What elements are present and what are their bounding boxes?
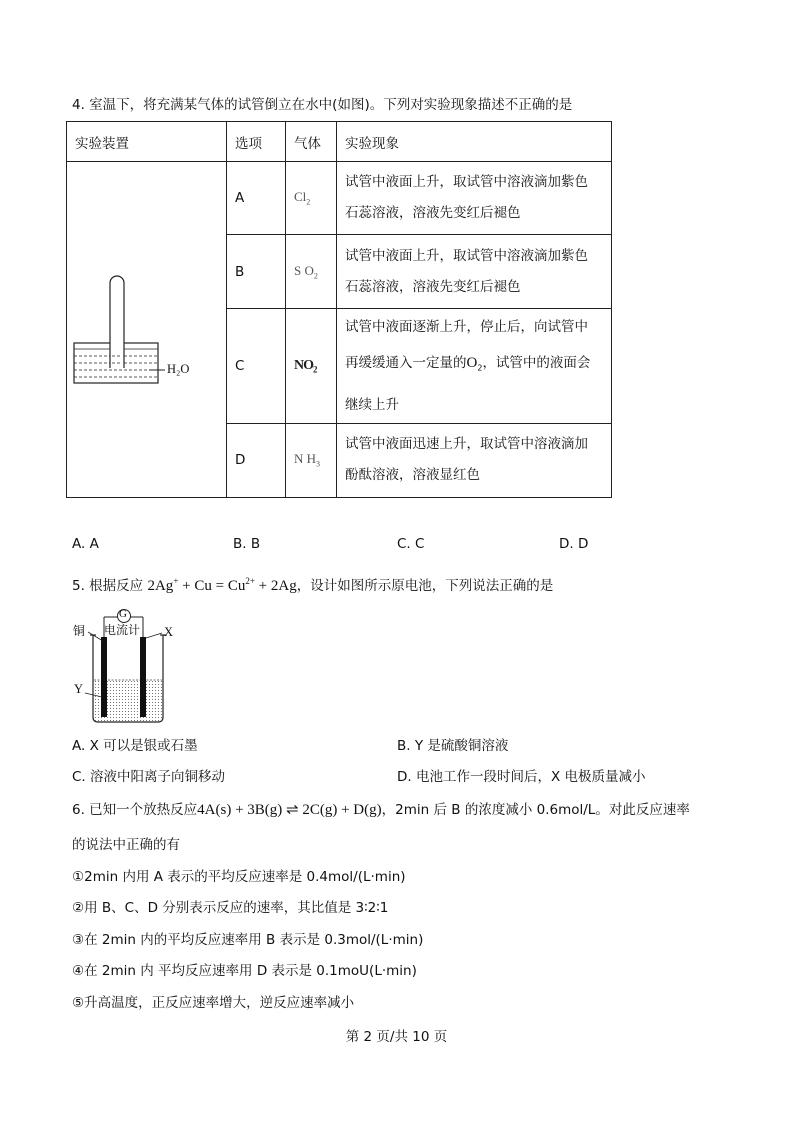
- q6-item-3: ③在 2min 内的平均反应速率用 B 表示是 0.3mol/(L·min): [72, 932, 424, 948]
- phenomenon-d: 试管中液面迅速上升，取试管中溶液滴加 酚酞溶液，溶液显红色: [337, 423, 612, 497]
- q4-choice-d: D. D: [559, 536, 589, 552]
- header-option: 选项: [227, 122, 286, 162]
- q5-choice-a: A. X 可以是银或石墨: [72, 738, 198, 754]
- q6-stem: 6. 已知一个放热反应4A(s) + 3B(g) ⇌ 2C(g) + D(g)，2min 后 B 的浓度减小 0.6mol/L。对此反应速率: [72, 802, 690, 818]
- galvanometer-label: 电流计: [104, 623, 141, 637]
- q4-choice-b: B. B: [233, 536, 261, 552]
- header-gas: 气体: [286, 122, 337, 162]
- q5-equation: $2Ag^+ + Cu = Cu^{2+} + 2Ag$: [147, 576, 297, 594]
- q4-choice-a: A. A: [72, 536, 99, 552]
- option-c: C: [227, 309, 286, 424]
- q4-experiment-table: [66, 121, 612, 498]
- q6-item-5: ⑤升高温度，正反应速率增大，逆反应速率减小: [72, 995, 355, 1011]
- option-b: B: [227, 235, 286, 309]
- q4-stem: 4. 室温下，将充满某气体的试管倒立在水中(如图)。下列对实验现象描述不正确的是: [72, 97, 573, 113]
- inverted-test-tube-diagram: [67, 163, 226, 496]
- q6-item-4: ④在 2min 内 平均反应速率用 D 表示是 0.1moU(L·min): [72, 963, 417, 979]
- page-footer: 第 2 页/共 10 页: [345, 1029, 448, 1045]
- h2o-label: H₂O: [167, 362, 190, 376]
- phenomenon-a: 试管中液面上升，取试管中溶液滴加紫色 石蕊溶液，溶液先变红后褪色: [337, 162, 612, 235]
- phenomenon-c: 试管中液面逐渐上升，停止后，向试管中 再缓缓通入一定量的$O_2$，试管中的液面会 继续上升: [337, 309, 612, 424]
- x-electrode-label: X: [164, 625, 174, 639]
- q6-equation: 4A(s) + 3B(g) ⇌ 2C(g) + D(g): [197, 802, 382, 818]
- q6-stem-line2: 的说法中正确的有: [72, 837, 180, 853]
- phenomenon-b: 试管中液面上升，取试管中溶液滴加紫色 石蕊溶液，溶液先变红后褪色: [337, 235, 612, 309]
- galvanometer-symbol: G: [119, 608, 127, 620]
- galvanic-cell-diagram: [70, 605, 190, 725]
- gas-a: $Cl_2$: [286, 162, 337, 235]
- q6-item-1: ①2min 内用 A 表示的平均反应速率是 0.4mol/(L·min): [72, 869, 406, 885]
- gas-d: N $H_3$: [286, 423, 337, 497]
- q6-item-2: ②用 B、C、D 分别表示反应的速率，其比值是 3∶2∶1: [72, 900, 389, 916]
- q5-choice-c: C. 溶液中阳离子向铜移动: [72, 769, 226, 785]
- y-solution-label: Y: [74, 682, 84, 696]
- header-phenomenon: 实验现象: [337, 122, 612, 162]
- q4-choice-c: C. C: [397, 536, 425, 552]
- gas-c: $NO_2$: [286, 309, 337, 424]
- apparatus-cell: [67, 162, 227, 498]
- option-a: A: [227, 162, 286, 235]
- gas-b: S $O_2$: [286, 235, 337, 309]
- q5-choice-b: B. Y 是硫酸铜溶液: [397, 738, 509, 754]
- header-apparatus: 实验装置: [67, 122, 227, 162]
- option-d: D: [227, 423, 286, 497]
- q5-stem: 5. 根据反应 $2Ag^+ + Cu = Cu^{2+} + 2Ag$，设计如图所示原电池，下列说法正确的是: [72, 576, 554, 594]
- copper-electrode-label: 铜: [73, 624, 86, 638]
- q5-choice-d: D. 电池工作一段时间后，X 电极质量减小: [397, 769, 646, 785]
